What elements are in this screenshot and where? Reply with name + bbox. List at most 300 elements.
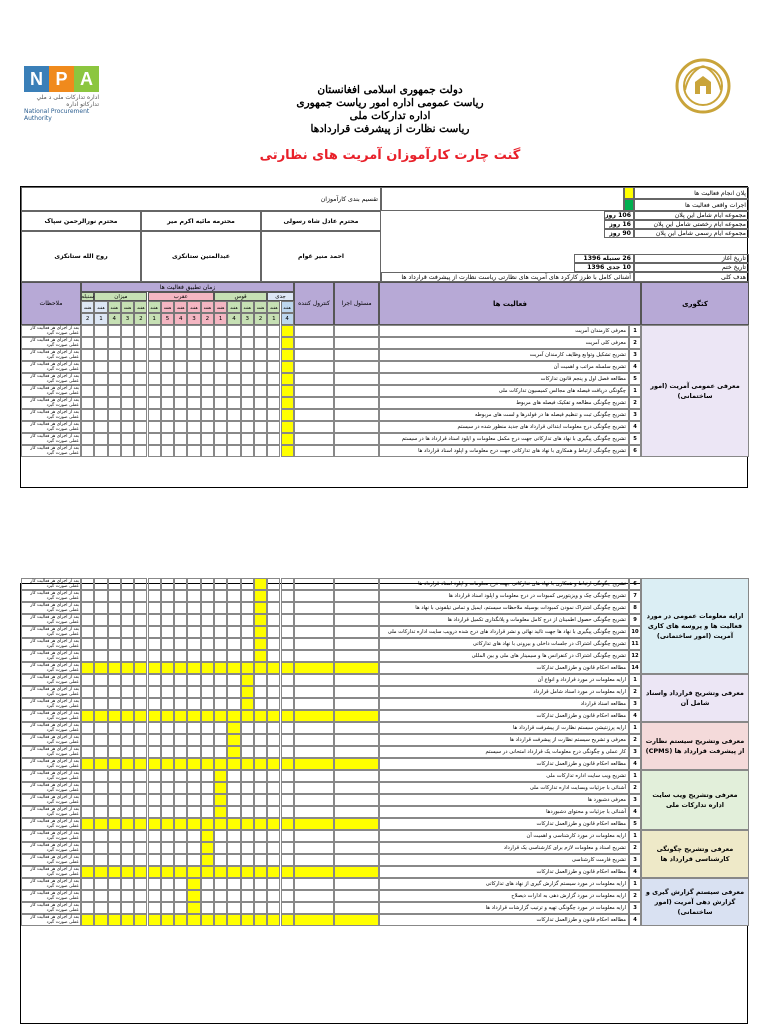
week-cell <box>81 602 94 614</box>
row-note: بعد از اجرای هر فعالیت کار عملی صورت گیرد <box>21 710 81 722</box>
week-cell <box>134 734 147 746</box>
week-cell <box>161 361 174 373</box>
activity-number: 2 <box>629 686 641 698</box>
week-cell <box>214 445 227 457</box>
week-cell <box>174 794 187 806</box>
week-cell <box>121 878 134 890</box>
week-cell <box>134 770 147 782</box>
week-cell <box>94 662 107 674</box>
week-cell <box>148 686 161 698</box>
planned-week-cell <box>281 325 294 337</box>
week-cell <box>267 842 280 854</box>
week-cell <box>81 638 94 650</box>
week-cell <box>134 397 147 409</box>
week-cell <box>267 626 280 638</box>
week-cell <box>148 602 161 614</box>
week-cell <box>94 830 107 842</box>
week-cell <box>187 361 200 373</box>
controller-cell <box>294 445 334 457</box>
planned-week-cell <box>201 866 214 878</box>
row-note: بعد از اجرای هر فعالیت کار عملی صورت گیرد <box>21 914 81 926</box>
org-title-line: ریاست عمومی اداره امور ریاست جمهوری <box>296 97 484 109</box>
week-cell <box>201 445 214 457</box>
activity-row <box>21 854 749 866</box>
week-cell <box>108 722 121 734</box>
activity-row <box>21 397 749 409</box>
week-cell <box>94 902 107 914</box>
activity-row <box>21 614 749 626</box>
week-cell <box>254 397 267 409</box>
week-cell <box>254 373 267 385</box>
week-cell <box>121 794 134 806</box>
week-cell <box>81 409 94 421</box>
controller-cell <box>294 746 334 758</box>
week-cell <box>227 433 240 445</box>
week-cell <box>214 337 227 349</box>
planned-week-cell <box>187 890 200 902</box>
week-cell <box>174 806 187 818</box>
controller-cell <box>294 361 334 373</box>
week-cell <box>227 626 240 638</box>
week-cell <box>121 650 134 662</box>
activity-text: کار عملی و چگونگی درج معلومات یک قرارداد امتحانی در سیستم <box>379 746 629 758</box>
week-cell <box>94 698 107 710</box>
planned-week-cell <box>281 349 294 361</box>
week-cell <box>148 890 161 902</box>
week-cell <box>121 722 134 734</box>
row-note: بعد از اجرای هر فعالیت کار عملی صورت گیرد <box>21 734 81 746</box>
activity-text: تشریح تشکیل وتوابع وظایف کارمندان آمریت <box>379 349 629 361</box>
controller-cell <box>294 373 334 385</box>
row-note: بعد از اجرای هر فعالیت کار عملی صورت گیرد <box>21 361 81 373</box>
week-cell <box>94 758 107 770</box>
week-cell <box>174 770 187 782</box>
trainee-name: عبدالمتین ستانکزی <box>141 231 261 282</box>
week-cell <box>227 890 240 902</box>
week-cell <box>174 722 187 734</box>
week-cell <box>148 638 161 650</box>
row-note: بعد از اجرای هر فعالیت کار عملی صورت گیرد <box>21 890 81 902</box>
week-cell <box>187 746 200 758</box>
week-cell <box>214 746 227 758</box>
week-cell <box>254 818 267 830</box>
week-cell <box>174 866 187 878</box>
planned-week-cell <box>241 698 254 710</box>
week-cell <box>241 818 254 830</box>
controller-cell <box>294 349 334 361</box>
week-cell <box>94 914 107 926</box>
week-cell <box>214 890 227 902</box>
row-note: بعد از اجرای هر فعالیت کار عملی صورت گیرد <box>21 650 81 662</box>
week-cell <box>187 385 200 397</box>
row-note: بعد از اجرای هر فعالیت کار عملی صورت گیرد <box>21 878 81 890</box>
week-cell <box>174 397 187 409</box>
controller-cell <box>294 578 334 590</box>
activity-row <box>21 758 749 770</box>
activity-row <box>21 770 749 782</box>
week-cell <box>134 337 147 349</box>
week-cell <box>81 830 94 842</box>
week-cell <box>94 746 107 758</box>
week-cell <box>121 698 134 710</box>
planned-week-cell <box>241 674 254 686</box>
controller-cell <box>294 698 334 710</box>
week-cell <box>241 902 254 914</box>
week-cell <box>108 794 121 806</box>
week-cell <box>134 710 147 722</box>
week-cell <box>134 325 147 337</box>
week-cell <box>227 806 240 818</box>
activity-text: آشنائی با جزئیات وبسایت اداره تدارکات ملی <box>379 782 629 794</box>
week-cell <box>201 722 214 734</box>
week-cell <box>108 578 121 590</box>
week-cell <box>94 854 107 866</box>
week-cell <box>241 325 254 337</box>
category-cell: معرفی وتشریح ویب سایت اداره تدارکات ملی <box>641 770 749 830</box>
planned-week-cell <box>227 758 240 770</box>
week-number: 4 <box>281 313 294 325</box>
week-cell <box>241 650 254 662</box>
week-cell <box>254 349 267 361</box>
week-cell <box>254 806 267 818</box>
row-note: بعد از اجرای هر فعالیت کار عملی صورت گیرد <box>21 445 81 457</box>
col-header-category: کتگوری <box>641 282 749 325</box>
week-cell <box>81 421 94 433</box>
week-cell <box>108 746 121 758</box>
activity-row <box>21 806 749 818</box>
week-cell <box>148 794 161 806</box>
week-cell <box>201 794 214 806</box>
week-cell <box>214 854 227 866</box>
week-cell <box>148 746 161 758</box>
week-cell <box>214 662 227 674</box>
week-cell <box>267 445 280 457</box>
week-cell <box>134 578 147 590</box>
week-cell <box>108 878 121 890</box>
week-cell <box>148 421 161 433</box>
week-cell <box>281 866 294 878</box>
controller-cell <box>294 433 334 445</box>
week-cell <box>108 590 121 602</box>
row-note: بعد از اجرای هر فعالیت کار عملی صورت گیرد <box>21 698 81 710</box>
week-cell <box>214 433 227 445</box>
week-cell <box>161 902 174 914</box>
week-cell <box>241 662 254 674</box>
week-cell <box>134 806 147 818</box>
week-cell <box>108 337 121 349</box>
week-cell <box>94 385 107 397</box>
week-cell <box>108 866 121 878</box>
week-cell <box>174 662 187 674</box>
week-cell <box>214 758 227 770</box>
week-cell <box>267 770 280 782</box>
week-cell <box>241 626 254 638</box>
week-cell <box>214 710 227 722</box>
week-cell <box>81 902 94 914</box>
week-cell <box>108 614 121 626</box>
week-cell <box>201 325 214 337</box>
week-cell <box>81 578 94 590</box>
planned-week-cell <box>281 433 294 445</box>
activity-row <box>21 421 749 433</box>
planned-week-cell <box>281 421 294 433</box>
week-cell <box>121 445 134 457</box>
activity-number: 14 <box>629 662 641 674</box>
week-cell <box>281 794 294 806</box>
week-cell <box>227 650 240 662</box>
activity-text: تشریح فارمت کارشناسی <box>379 854 629 866</box>
planned-week-cell <box>227 734 240 746</box>
month-header: میزان <box>94 292 147 301</box>
week-cell <box>201 626 214 638</box>
week-cell <box>81 614 94 626</box>
week-cell <box>227 782 240 794</box>
week-cell <box>148 650 161 662</box>
activity-number: 6 <box>629 445 641 457</box>
week-cell <box>267 818 280 830</box>
activity-number: 8 <box>629 602 641 614</box>
controller-cell <box>294 638 334 650</box>
activity-row <box>21 734 749 746</box>
week-cell <box>227 614 240 626</box>
row-note: بعد از اجرای هر فعالیت کار عملی صورت گیرد <box>21 902 81 914</box>
activity-text: مطالعه احکام قانون و طرزالعمل تدارکات <box>379 818 629 830</box>
week-cell <box>201 818 214 830</box>
activity-row <box>21 746 749 758</box>
week-cell <box>94 650 107 662</box>
activity-number: 2 <box>629 842 641 854</box>
week-cell <box>201 662 214 674</box>
week-cell <box>148 818 161 830</box>
week-cell <box>81 806 94 818</box>
week-cell <box>267 373 280 385</box>
row-note: بعد از اجرای هر فعالیت کار عملی صورت گیرد <box>21 770 81 782</box>
week-cell <box>94 349 107 361</box>
week-cell <box>108 902 121 914</box>
responsible-cell <box>334 710 379 722</box>
week-cell <box>214 361 227 373</box>
activity-text: معرفی کارمندان آمریت <box>379 325 629 337</box>
week-cell <box>201 385 214 397</box>
activity-text: تشریح اسناد و معلومات لازم برای کارشناسی یک قرارداد <box>379 842 629 854</box>
week-cell <box>148 325 161 337</box>
week-cell <box>281 614 294 626</box>
week-cell <box>201 878 214 890</box>
week-label: هفته <box>161 301 174 313</box>
week-cell <box>187 433 200 445</box>
week-cell <box>187 734 200 746</box>
week-cell <box>134 433 147 445</box>
week-cell <box>267 337 280 349</box>
info-blank <box>381 187 624 211</box>
week-cell <box>161 698 174 710</box>
activity-number: 4 <box>629 710 641 722</box>
week-cell <box>121 614 134 626</box>
week-cell <box>134 818 147 830</box>
week-number: 1 <box>214 313 227 325</box>
week-cell <box>148 337 161 349</box>
leave-days-label: مجموعه ایام رخصتی شامل این پلان <box>634 220 749 229</box>
week-cell <box>187 794 200 806</box>
activity-number: 6 <box>629 578 641 590</box>
responsible-cell <box>334 806 379 818</box>
planned-week-cell <box>281 445 294 457</box>
gantt-header <box>21 282 749 325</box>
week-cell <box>214 325 227 337</box>
week-cell <box>214 842 227 854</box>
week-cell <box>94 361 107 373</box>
activity-row <box>21 710 749 722</box>
week-cell <box>241 782 254 794</box>
week-cell <box>81 698 94 710</box>
week-cell <box>241 590 254 602</box>
activity-text: تشریح چگونگی اشتراک در جلسات داخلی و بیرونی با نهاد های تدارکاتی <box>379 638 629 650</box>
row-note: بعد از اجرای هر فعالیت کار عملی صورت گیرد <box>21 614 81 626</box>
controller-cell <box>294 385 334 397</box>
responsible-cell <box>334 337 379 349</box>
week-cell <box>134 746 147 758</box>
week-cell <box>241 409 254 421</box>
week-cell <box>281 914 294 926</box>
week-cell <box>121 710 134 722</box>
week-cell <box>148 770 161 782</box>
week-cell <box>94 794 107 806</box>
week-cell <box>148 758 161 770</box>
week-cell <box>94 614 107 626</box>
row-note: بعد از اجرای هر فعالیت کار عملی صورت گیرد <box>21 397 81 409</box>
week-cell <box>121 782 134 794</box>
end-date-value: 10 جدی 1396 <box>574 263 634 272</box>
responsible-cell <box>334 325 379 337</box>
week-label: هفته <box>134 301 147 313</box>
week-cell <box>148 674 161 686</box>
week-cell <box>241 638 254 650</box>
activity-text: ارایه پرزنتیشن سیستم نظارت از پیشرفت قرارداد ها <box>379 722 629 734</box>
planned-week-cell <box>254 662 267 674</box>
week-cell <box>108 830 121 842</box>
month-header: سنبله <box>81 293 94 300</box>
week-cell <box>121 674 134 686</box>
week-cell <box>187 830 200 842</box>
responsible-cell <box>334 638 379 650</box>
activity-number: 2 <box>629 890 641 902</box>
week-cell <box>148 698 161 710</box>
week-cell <box>94 866 107 878</box>
week-cell <box>94 806 107 818</box>
week-cell <box>267 602 280 614</box>
week-cell <box>187 373 200 385</box>
activity-number: 7 <box>629 590 641 602</box>
week-cell <box>267 614 280 626</box>
week-cell <box>187 397 200 409</box>
week-label: هفته <box>121 301 134 313</box>
week-cell <box>161 373 174 385</box>
activity-text: تشریح چگونگی حصول اطمینان از درج کامل معلومات و پلانگذاری تکمیل قرارداد ها <box>379 614 629 626</box>
activity-text: ارایه معلومات در مورد کارشناسی و اهمیت آن <box>379 830 629 842</box>
official-days-value: 90 روز <box>604 229 634 238</box>
week-cell <box>148 349 161 361</box>
week-cell <box>187 866 200 878</box>
controller-cell <box>294 650 334 662</box>
row-note: بعد از اجرای هر فعالیت کار عملی صورت گیرد <box>21 590 81 602</box>
week-cell <box>227 337 240 349</box>
week-cell <box>267 590 280 602</box>
week-cell <box>148 878 161 890</box>
controller-cell <box>294 770 334 782</box>
week-cell <box>187 698 200 710</box>
activity-text: معرفی دشبورد ها <box>379 794 629 806</box>
week-cell <box>108 638 121 650</box>
week-cell <box>161 842 174 854</box>
row-note: بعد از اجرای هر فعالیت کار عملی صورت گیرد <box>21 758 81 770</box>
week-cell <box>281 662 294 674</box>
planned-week-cell <box>254 602 267 614</box>
activity-number: 5 <box>629 373 641 385</box>
week-cell <box>174 361 187 373</box>
week-cell <box>201 902 214 914</box>
planned-week-cell <box>254 638 267 650</box>
week-cell <box>108 409 121 421</box>
responsible-cell <box>334 890 379 902</box>
week-cell <box>241 578 254 590</box>
activity-text: تشریح چگونگی اشتراک در کنفرانس ها و سیمینار های ملی و بین المللی <box>379 650 629 662</box>
week-cell <box>241 397 254 409</box>
week-label: هفته <box>227 301 240 313</box>
week-cell <box>161 854 174 866</box>
activity-number: 3 <box>629 746 641 758</box>
responsible-cell <box>334 674 379 686</box>
week-cell <box>214 578 227 590</box>
week-cell <box>201 590 214 602</box>
week-cell <box>241 373 254 385</box>
week-cell <box>121 662 134 674</box>
controller-cell <box>294 890 334 902</box>
mentor-name: محترمه مائیه اکرم میر <box>141 211 261 231</box>
week-cell <box>267 397 280 409</box>
week-cell <box>267 686 280 698</box>
week-cell <box>187 758 200 770</box>
planned-week-cell <box>254 590 267 602</box>
week-cell <box>267 385 280 397</box>
week-label: هفته <box>201 301 214 313</box>
week-cell <box>81 373 94 385</box>
responsible-cell <box>334 782 379 794</box>
week-cell <box>267 650 280 662</box>
controller-cell <box>294 854 334 866</box>
week-cell <box>94 578 107 590</box>
week-cell <box>148 626 161 638</box>
week-cell <box>267 722 280 734</box>
activity-text: ارایه معلومات در مورد سیستم گزارش گیری از نهاد های تدارکاتی <box>379 878 629 890</box>
week-cell <box>254 794 267 806</box>
week-cell <box>148 782 161 794</box>
week-number: 2 <box>201 313 214 325</box>
week-cell <box>134 674 147 686</box>
week-cell <box>254 337 267 349</box>
week-cell <box>201 433 214 445</box>
responsible-cell <box>334 746 379 758</box>
week-cell <box>201 397 214 409</box>
week-cell <box>108 698 121 710</box>
week-cell <box>281 782 294 794</box>
controller-cell <box>294 710 334 722</box>
activity-row <box>21 385 749 397</box>
activity-text: تشریح چگونگی چک و ویزیتورس کمبودات در درج معلومات و اپلود اسناد قرارداد ها <box>379 590 629 602</box>
controller-cell <box>294 409 334 421</box>
controller-cell <box>294 614 334 626</box>
category-cell: معرفی وتشریح قرارداد واسناد شامل آن <box>641 674 749 722</box>
week-cell <box>214 409 227 421</box>
